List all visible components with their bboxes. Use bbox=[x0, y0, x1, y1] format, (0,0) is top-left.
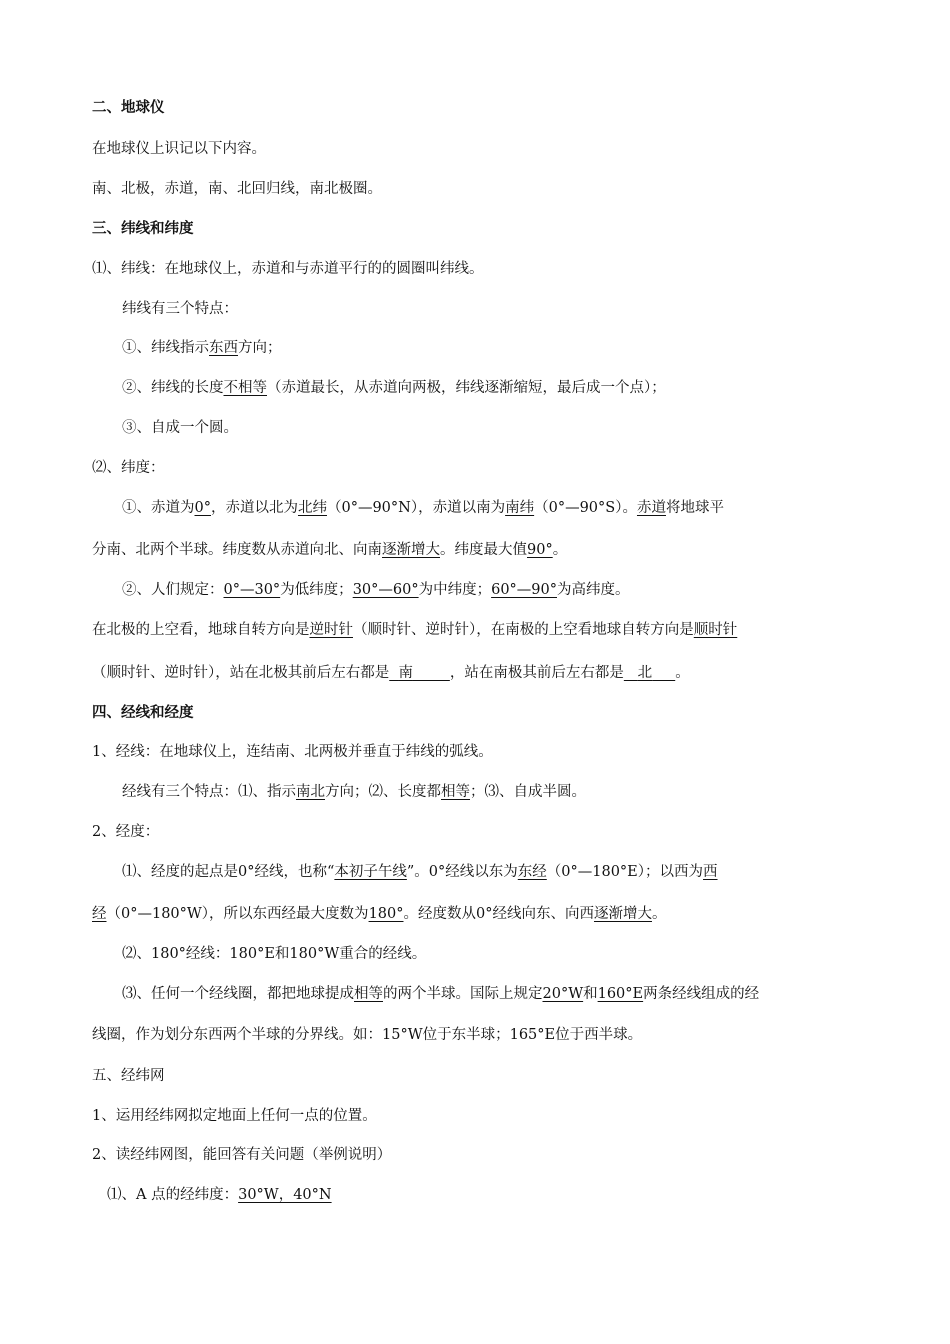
s3-d3-t3: 为中纬度； bbox=[418, 582, 492, 598]
s3-d2-t1: 分南、北两个半球。纬度数从赤道向北、向南 bbox=[92, 542, 382, 558]
s4-e4-t1: ⑶、任何一个经线圈，都把地球提成 bbox=[122, 986, 354, 1002]
s3-d1-t4: （0°—90°S）。 bbox=[534, 500, 637, 516]
s4-e2-answer-1: 经 bbox=[92, 906, 107, 922]
s3-f2-a: ②、纬线的长度 bbox=[122, 380, 224, 396]
s3-parallel-features-intro: 纬线有三个特点： bbox=[122, 301, 238, 317]
s3-d3-t4: 为高纬度。 bbox=[557, 582, 630, 598]
s5-point-a bbox=[107, 1185, 332, 1205]
s3-d1-t5: 将地球平 bbox=[665, 500, 724, 516]
s3-r2-answer-1 bbox=[389, 665, 450, 681]
s3-d3-answer-3: 60°—90° bbox=[491, 582, 557, 598]
s3-f1-b: 方向； bbox=[238, 340, 282, 356]
s3-d1-answer-3: 南纬 bbox=[505, 500, 535, 516]
section-5-title: 五、经纬网 bbox=[92, 1068, 165, 1084]
s4-e2-t2: 。经度数从0°经线向东、向西 bbox=[403, 906, 594, 922]
s4-e4-t2: 的两个半球。国际上规定 bbox=[383, 986, 543, 1002]
s3-r1-t1: 在北极的上空看，地球自转方向是 bbox=[92, 622, 310, 638]
s4-hemisphere-line-1 bbox=[122, 984, 759, 1004]
s3-feature-2 bbox=[122, 378, 666, 398]
s3-r2-answer-2-text: 北 bbox=[637, 665, 653, 681]
s3-r2-answer-1-text: 南 bbox=[398, 665, 413, 681]
s3-d1-t3: （0°—90°N），赤道以南为 bbox=[326, 500, 506, 516]
section-3-title: 三、纬线和纬度 bbox=[92, 221, 194, 237]
s5-line-1: 1、运用经纬网拟定地面上任何一点的位置。 bbox=[92, 1108, 377, 1124]
s4-e2-answer-2: 180° bbox=[368, 906, 404, 922]
s3-latitude-line-2 bbox=[92, 540, 567, 560]
s4-meridian-features bbox=[122, 782, 586, 802]
s3-d3-answer-1: 0°—30° bbox=[223, 582, 281, 598]
section-4-title: 四、经线和经度 bbox=[92, 705, 194, 721]
s4-p2-t1: 经线有三个特点：⑴、指示 bbox=[122, 784, 296, 800]
s4-e1-t1: ⑴、经度的起点是0°经线，也称“ bbox=[122, 864, 335, 880]
s3-r1-t2: （顺时针、逆时针），在南极的上空看地球自转方向是 bbox=[353, 622, 694, 638]
s3-r2-t2: ，站在南极其前后左右都是 bbox=[449, 665, 624, 681]
s4-p2-t3: ；⑶、自成半圆。 bbox=[470, 784, 586, 800]
s3-rotation-line-1 bbox=[92, 620, 737, 640]
s4-longitude-line-2 bbox=[92, 904, 666, 924]
s3-r1-answer-1: 逆时针 bbox=[309, 622, 353, 638]
s4-e1-t3: （0°—180°E）；以西为 bbox=[546, 864, 704, 880]
s4-180-meridian: ⑵、180°经线：180°E和180°W重合的经线。 bbox=[122, 946, 427, 962]
s3-d2-t2: 。纬度最大值 bbox=[440, 542, 527, 558]
s4-e1-t2: ”。0°经线以东为 bbox=[406, 864, 518, 880]
s3-f1-a: ①、纬线指示 bbox=[122, 340, 209, 356]
s4-e4-answer-2: 20°W bbox=[542, 986, 584, 1002]
s3-r1-answer-2: 顺时针 bbox=[693, 622, 738, 638]
s4-p2-answer-1: 南北 bbox=[296, 784, 325, 800]
s4-e2-t1: （0°—180°W），所以东西经最大度数为 bbox=[106, 906, 369, 922]
s4-meridian-def: 1、经线：在地球仪上，连结南、北两极并垂直于纬线的弧线。 bbox=[92, 744, 493, 760]
s3-r2-t3: 。 bbox=[675, 665, 690, 681]
s3-d3-answer-2: 30°—60° bbox=[352, 582, 419, 598]
s4-e4-answer-1: 相等 bbox=[354, 986, 383, 1002]
s3-latitude-line-1 bbox=[122, 498, 724, 518]
s3-d2-answer-2: 90° bbox=[527, 542, 553, 558]
s4-e2-t3: 。 bbox=[651, 906, 667, 922]
s4-e1-answer-1: 本初子午线 bbox=[334, 864, 407, 880]
s3-d2-answer-1: 逐渐增大 bbox=[382, 542, 440, 558]
s4-e1-answer-2: 东经 bbox=[517, 864, 547, 880]
s4-e4-answer-3: 160°E bbox=[597, 986, 644, 1002]
s3-d3-t1: ②、人们规定： bbox=[122, 582, 224, 598]
s3-d1-answer-1: 0° bbox=[194, 500, 211, 516]
s4-e1-answer-3: 西 bbox=[703, 864, 718, 880]
s5-p3-answer: 30°W，40°N bbox=[238, 1187, 332, 1203]
s3-feature-3: ③、自成一个圆。 bbox=[122, 420, 238, 436]
s3-rotation-line-2 bbox=[92, 663, 690, 683]
s3-latitude-zones bbox=[122, 580, 630, 600]
s4-longitude-line-1 bbox=[122, 862, 718, 882]
s3-d1-answer-2: 北纬 bbox=[297, 500, 327, 516]
s3-feature-1 bbox=[122, 338, 282, 358]
s3-d1-t2: ，赤道以北为 bbox=[210, 500, 298, 516]
s3-d1-t1: ①、赤道为 bbox=[122, 500, 195, 516]
s4-p2-t2: 方向；⑵、长度都 bbox=[325, 784, 441, 800]
s3-r2-answer-2 bbox=[624, 665, 675, 681]
s5-p3-t1: ⑴、A 点的经纬度： bbox=[107, 1187, 239, 1203]
s3-parallel-def: ⑴、纬线：在地球仪上，赤道和与赤道平行的的圆圈叫纬线。 bbox=[92, 261, 484, 277]
s2-line-1: 在地球仪上识记以下内容。 bbox=[92, 141, 266, 157]
s3-d1-answer-4: 赤道 bbox=[636, 500, 666, 516]
s3-f1-answer: 东西 bbox=[209, 340, 238, 356]
s3-latitude-heading: ⑵、纬度： bbox=[92, 460, 165, 476]
s4-longitude-heading: 2、经度： bbox=[92, 824, 160, 840]
s2-line-2: 南、北极，赤道，南、北回归线，南北极圈。 bbox=[92, 181, 382, 197]
s4-e4-t4: 两条经线组成的经 bbox=[643, 986, 760, 1002]
section-2-title: 二、地球仪 bbox=[92, 100, 165, 116]
s3-d2-t3: 。 bbox=[552, 542, 568, 558]
s4-hemisphere-line-2: 线圈，作为划分东西两个半球的分界线。如：15°W位于东半球；165°E位于西半球。 bbox=[92, 1027, 643, 1043]
s3-f2-answer: 不相等 bbox=[223, 380, 267, 396]
s3-d3-t2: 为低纬度； bbox=[280, 582, 353, 598]
s4-e2-answer-3: 逐渐增大 bbox=[593, 906, 652, 922]
s3-f2-b: （赤道最长，从赤道向两极，纬线逐渐缩短，最后成一个点）； bbox=[267, 380, 666, 396]
s4-p2-answer-2: 相等 bbox=[441, 784, 470, 800]
s4-e4-t3: 和 bbox=[583, 986, 598, 1002]
s3-r2-t1: （顺时针、逆时针），站在北极其前后左右都是 bbox=[92, 665, 390, 681]
s5-line-2: 2、读经纬网图，能回答有关问题（举例说明） bbox=[92, 1147, 392, 1163]
